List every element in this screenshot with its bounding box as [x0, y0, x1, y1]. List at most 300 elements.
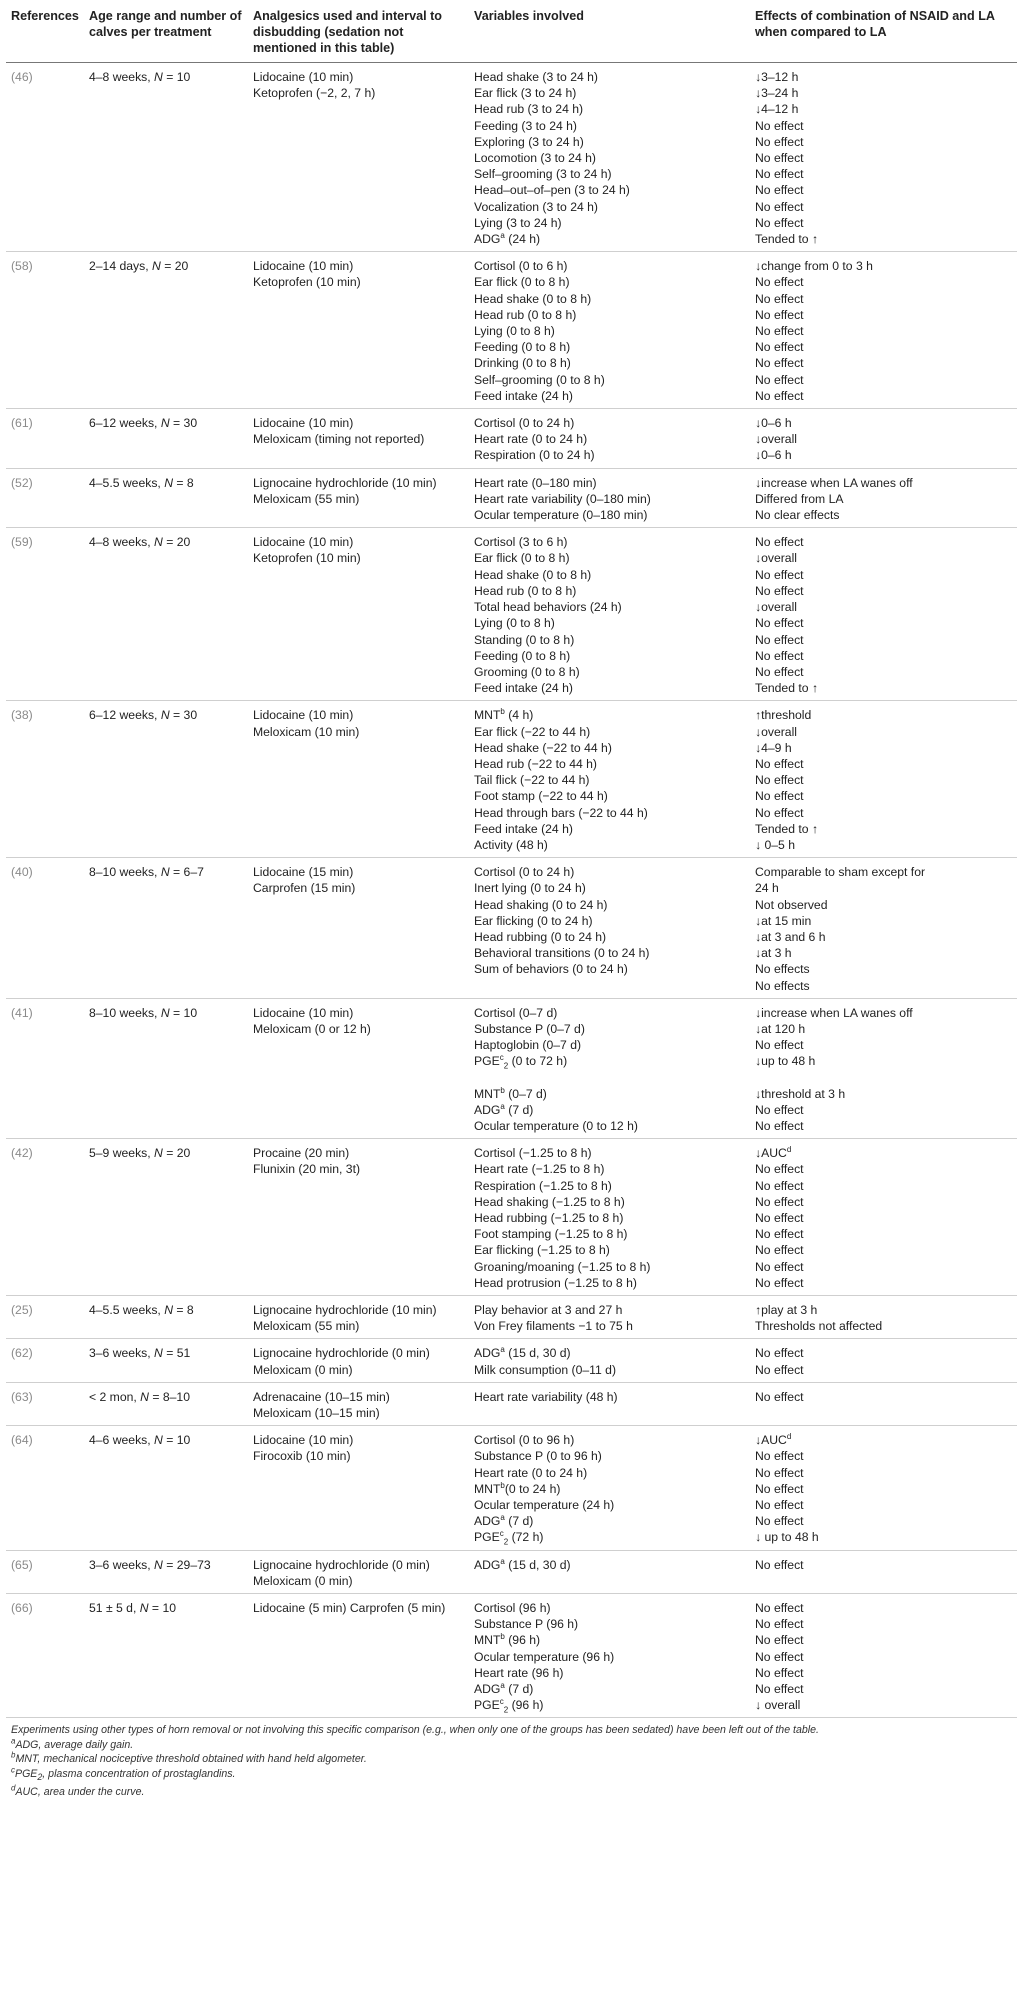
age-range-cell: 4–5.5 weeks, N = 8: [84, 468, 248, 528]
effect-item: No effect: [755, 756, 804, 771]
footnote: $^b$MNT, mechanical nociceptive threshold obtained with hand held algometer.: [11, 1750, 367, 1766]
analgesic-item: Ketoprofen (10 min): [253, 275, 361, 290]
variable-item: Heart rate variability (48 h): [474, 1389, 618, 1404]
variable-item: Von Frey filaments −1 to 75 h: [474, 1319, 633, 1334]
table-row: [6, 701, 1017, 858]
effect-item: ↑threshold: [755, 708, 812, 723]
variable-cell: [469, 1139, 750, 1296]
reference-cell[interactable]: (64): [6, 1426, 84, 1550]
variable-item: ADG$^a$ (7 d): [474, 1681, 534, 1697]
variable-item: Lying (0 to 8 h): [474, 324, 555, 339]
effect-item: No effect: [755, 1617, 804, 1632]
reference-cell[interactable]: (52): [6, 468, 84, 528]
effect-cell: [750, 468, 1017, 528]
effect-cell: [750, 1550, 1017, 1593]
variable-item: Ear flick (−22 to 44 h): [474, 724, 591, 739]
reference-cell[interactable]: (58): [6, 252, 84, 409]
variable-item: Feeding (3 to 24 h): [474, 118, 577, 133]
effect-item: ↓3–24 h: [755, 86, 799, 101]
variable-item: $PGE^c_2$ (96 h): [474, 1697, 544, 1715]
variable-item: Feed intake (24 h): [474, 821, 573, 836]
effect-item: ↓overall: [755, 600, 797, 615]
variable-item: Cortisol (0 to 24 h): [474, 416, 575, 431]
variable-cell: [469, 1550, 750, 1593]
effect-item: No effect: [755, 1665, 804, 1680]
column-header-col-references: References: [6, 4, 84, 63]
variable-item: MNT$^b$ (4 h): [474, 707, 534, 723]
effect-item: No effect: [755, 1118, 804, 1133]
analgesic-item: Firocoxib (10 min): [253, 1449, 351, 1464]
age-range-cell: 8–10 weeks, N = 10: [84, 998, 248, 1138]
analgesic-cell: [248, 63, 469, 252]
analgesic-item: Lignocaine hydrochloride (10 min): [253, 1303, 437, 1318]
effect-item: No effect: [755, 1162, 804, 1177]
table-row: [6, 528, 1017, 701]
reference-cell[interactable]: (25): [6, 1296, 84, 1339]
variable-item: Head shaking (−1.25 to 8 h): [474, 1194, 625, 1209]
effect-item: No effect: [755, 340, 804, 355]
variable-item: Respiration (−1.25 to 8 h): [474, 1178, 612, 1193]
footnote: $^cPGE_2$, plasma concentration of prostaglandins.: [11, 1765, 236, 1783]
analgesic-cell: [248, 1139, 469, 1296]
footnote: $^d$AUC, area under the curve.: [11, 1783, 145, 1798]
effect-item: No effect: [755, 1178, 804, 1193]
effect-item: No effect: [755, 307, 804, 322]
variable-item: Head through bars (−22 to 44 h): [474, 805, 648, 820]
effect-item: ↓overall: [755, 432, 797, 447]
variable-item: Cortisol (0 to 24 h): [474, 865, 575, 880]
variable-item: Cortisol (3 to 6 h): [474, 535, 568, 550]
variable-item: Substance P (0 to 96 h): [474, 1449, 602, 1464]
variable-item: $PGE^c_2$ (72 h): [474, 1529, 544, 1547]
effect-item: No effect: [755, 372, 804, 387]
analgesic-item: Carprofen (15 min): [253, 881, 356, 896]
table-row: [6, 1426, 1017, 1550]
effect-item: ↑play at 3 h: [755, 1303, 818, 1318]
age-range-cell: 4–8 weeks, N = 10: [84, 63, 248, 252]
variable-item: Play behavior at 3 and 27 h: [474, 1303, 623, 1318]
variable-item: ADG$^a$ (7 d): [474, 1513, 534, 1529]
variable-item: Ocular temperature (0–180 min): [474, 508, 648, 523]
effect-item: Differed from LA: [755, 491, 844, 506]
effect-item: No effect: [755, 1194, 804, 1209]
variable-item: Foot stamp (−22 to 44 h): [474, 789, 608, 804]
analgesic-item: Procaine (20 min): [253, 1146, 350, 1161]
variable-item: Lying (3 to 24 h): [474, 215, 562, 230]
analgesic-item: Flunixin (20 min, 3t): [253, 1162, 361, 1177]
effect-item: No effect: [755, 773, 804, 788]
effect-item: No effects: [755, 978, 810, 993]
effect-cell: [750, 252, 1017, 409]
effect-item: ↓at 15 min: [755, 913, 812, 928]
effect-item: Comparable to sham except for: [755, 865, 926, 880]
analgesic-cell: [248, 252, 469, 409]
variable-item: Head rub (0 to 8 h): [474, 583, 577, 598]
effect-item: No effect: [755, 1346, 804, 1361]
variable-item: Head rubbing (−1.25 to 8 h): [474, 1211, 624, 1225]
age-range-cell: 4–5.5 weeks, N = 8: [84, 1296, 248, 1339]
age-range-cell: 3–6 weeks, N = 51: [84, 1339, 248, 1382]
effect-item: ↓0–6 h: [755, 448, 792, 463]
variable-item: Vocalization (3 to 24 h): [474, 199, 598, 214]
analgesic-cell: [248, 1339, 469, 1382]
variable-item: Feed intake (24 h): [474, 388, 573, 403]
effect-cell: [750, 1382, 1017, 1425]
reference-cell[interactable]: (65): [6, 1550, 84, 1593]
analgesic-item: Meloxicam (timing not reported): [253, 432, 425, 447]
analgesic-item: Lidocaine (5 min) Carprofen (5 min): [253, 1601, 446, 1616]
variable-item: Heart rate (0–180 min): [474, 475, 597, 490]
effect-item: No effect: [755, 1557, 804, 1572]
variable-item: Head rubbing (0 to 24 h): [474, 929, 607, 944]
table-header: [6, 4, 1017, 63]
effect-item: [755, 1070, 1012, 1086]
analgesic-item: Meloxicam (0 or 12 h): [253, 1021, 371, 1036]
reference-cell[interactable]: (59): [6, 528, 84, 701]
reference-cell[interactable]: (41): [6, 998, 84, 1138]
table-row: [6, 1139, 1017, 1296]
reference-cell[interactable]: (42): [6, 1139, 84, 1296]
variable-item: Activity (48 h): [474, 837, 548, 852]
effect-item: No effect: [755, 1243, 804, 1258]
effect-item: No effect: [755, 648, 804, 663]
variable-item: Head rub (3 to 24 h): [474, 102, 584, 117]
variable-item: Ear flick (3 to 24 h): [474, 86, 577, 101]
variable-item: Substance P (0–7 d): [474, 1021, 585, 1036]
effect-item: No effect: [755, 1682, 804, 1697]
analgesia-table: [6, 4, 1017, 1718]
table-row: [6, 998, 1017, 1138]
variable-cell: [469, 1339, 750, 1382]
analgesic-cell: [248, 1296, 469, 1339]
effect-item: Tended to ↑: [755, 681, 819, 696]
effect-item: No effect: [755, 632, 804, 647]
effect-item: No effect: [755, 1275, 804, 1290]
variable-item: [474, 978, 745, 994]
effect-item: No effect: [755, 616, 804, 631]
analgesic-item: Lidocaine (10 min): [253, 1433, 354, 1448]
effect-cell: [750, 1339, 1017, 1382]
variable-item: Ocular temperature (0 to 12 h): [474, 1118, 638, 1133]
age-range-cell: 6–12 weeks, N = 30: [84, 701, 248, 858]
analgesic-cell: [248, 858, 469, 999]
effect-cell: [750, 409, 1017, 469]
age-range-cell: 3–6 weeks, N = 29–73: [84, 1550, 248, 1593]
variable-item: Cortisol (−1.25 to 8 h): [474, 1146, 592, 1161]
table-row: [6, 409, 1017, 469]
variable-item: Cortisol (0 to 6 h): [474, 259, 568, 274]
table-row: [6, 858, 1017, 999]
variable-item: Head rub (0 to 8 h): [474, 307, 577, 322]
variable-item: Self–grooming (0 to 8 h): [474, 372, 605, 387]
effect-item: No effect: [755, 324, 804, 339]
effect-item: No effect: [755, 1362, 804, 1377]
effect-item: No effect: [755, 535, 804, 550]
effect-item: ↓4–12 h: [755, 102, 799, 117]
variable-cell: [469, 1594, 750, 1718]
variable-item: Feeding (0 to 8 h): [474, 648, 571, 663]
effect-item: ↓at 120 h: [755, 1021, 806, 1036]
effect-item: ↓3–12 h: [755, 70, 799, 84]
age-range-cell: 6–12 weeks, N = 30: [84, 409, 248, 469]
analgesic-cell: [248, 701, 469, 858]
effect-item: ↓4–9 h: [755, 740, 792, 755]
effect-item: No effect: [755, 388, 804, 403]
analgesic-cell: [248, 1594, 469, 1718]
variable-item: Head protrusion (−1.25 to 8 h): [474, 1275, 637, 1290]
column-header-col-age-range: Age range and number of calves per treatment: [84, 4, 248, 63]
effect-item: No effect: [755, 1498, 804, 1513]
effect-item: No effect: [755, 1227, 804, 1242]
analgesic-item: Lidocaine (15 min): [253, 865, 354, 880]
analgesic-item: Ketoprofen (10 min): [253, 551, 361, 566]
effect-item: No effect: [755, 1633, 804, 1648]
variable-item: Ocular temperature (96 h): [474, 1649, 615, 1664]
variable-cell: [469, 1426, 750, 1550]
effect-item: No effect: [755, 199, 804, 214]
footnote: $^a$ADG, average daily gain.: [11, 1736, 134, 1751]
variable-item: Heart rate (0 to 24 h): [474, 432, 588, 447]
effect-item: No effects: [755, 962, 810, 977]
analgesic-item: Lignocaine hydrochloride (0 min): [253, 1557, 430, 1572]
age-range-cell: 4–6 weeks, N = 10: [84, 1426, 248, 1550]
analgesic-cell: [248, 998, 469, 1138]
effect-item: No effect: [755, 1259, 804, 1274]
variable-item: $PGE^c_2$ (0 to 72 h): [474, 1053, 568, 1071]
variable-item: Head–out–of–pen (3 to 24 h): [474, 183, 630, 198]
analgesic-item: Meloxicam (0 min): [253, 1362, 353, 1377]
table-footnotes: [6, 1718, 1017, 1799]
age-range-cell: 4–8 weeks, N = 20: [84, 528, 248, 701]
effect-item: No effect: [755, 1449, 804, 1464]
effect-item: Not observed: [755, 897, 828, 912]
analgesic-item: Lidocaine (10 min): [253, 535, 354, 550]
effect-item: Tended to ↑: [755, 821, 819, 836]
effect-item: No effect: [755, 567, 804, 582]
effect-item: No effect: [755, 356, 804, 371]
variable-item: ADG$^a$ (15 d, 30 d): [474, 1345, 571, 1361]
reference-cell[interactable]: (62): [6, 1339, 84, 1382]
effect-item: No effect: [755, 167, 804, 182]
effect-item: No effect: [755, 1601, 804, 1616]
analgesic-item: Lidocaine (10 min): [253, 259, 354, 274]
variable-item: Heart rate (0 to 24 h): [474, 1465, 588, 1480]
effect-item: ↓at 3 and 6 h: [755, 929, 826, 944]
effect-item: ↓AUC$^d$: [755, 1432, 792, 1448]
table-row: [6, 1594, 1017, 1718]
variable-cell: [469, 858, 750, 999]
effect-item: No clear effects: [755, 508, 840, 523]
effect-item: No effect: [755, 1038, 804, 1053]
variable-item: Heart rate (96 h): [474, 1665, 564, 1680]
effect-item: No effect: [755, 1514, 804, 1529]
variable-item: ADG$^a$ (24 h): [474, 230, 541, 247]
reference-cell[interactable]: (61): [6, 409, 84, 469]
variable-item: Behavioral transitions (0 to 24 h): [474, 946, 650, 961]
variable-item: Cortisol (0–7 d): [474, 1005, 558, 1020]
effect-item: No effect: [755, 1211, 804, 1225]
effect-item: No effect: [755, 183, 804, 198]
variable-item: ADG$^a$ (15 d, 30 d): [474, 1556, 571, 1572]
variable-item: Cortisol (96 h): [474, 1601, 551, 1616]
variable-item: Sum of behaviors (0 to 24 h): [474, 962, 628, 977]
effect-item: No effect: [755, 1102, 804, 1117]
variable-item: MNT$^b$ (0–7 d): [474, 1085, 547, 1101]
table-row: [6, 468, 1017, 528]
variable-item: Lying (0 to 8 h): [474, 616, 555, 631]
header-row: [6, 4, 1017, 63]
variable-item: Head shake (−22 to 44 h): [474, 740, 612, 755]
table-row: [6, 1382, 1017, 1425]
effect-item: No effect: [755, 118, 804, 133]
variable-item: Respiration (0 to 24 h): [474, 448, 595, 463]
variable-cell: [469, 701, 750, 858]
variable-cell: [469, 409, 750, 469]
reference-cell[interactable]: (66): [6, 1594, 84, 1718]
table-row: [6, 252, 1017, 409]
analgesic-item: Meloxicam (10 min): [253, 724, 360, 739]
variable-item: Head shaking (0 to 24 h): [474, 897, 608, 912]
analgesic-item: Ketoprofen (−2, 2, 7 h): [253, 86, 376, 101]
analgesic-item: Meloxicam (55 min): [253, 491, 360, 506]
reference-cell[interactable]: (46): [6, 63, 84, 252]
effect-item: ↓increase when LA wanes off: [755, 1005, 913, 1020]
variable-item: Grooming (0 to 8 h): [474, 664, 580, 679]
variable-item: Ear flick (0 to 8 h): [474, 551, 570, 566]
effect-item: ↓overall: [755, 724, 797, 739]
reference-cell[interactable]: (63): [6, 1382, 84, 1425]
analgesic-cell: [248, 1382, 469, 1425]
variable-item: [474, 1070, 745, 1086]
effect-item: ↓increase when LA wanes off: [755, 475, 913, 490]
analgesic-item: Meloxicam (10–15 min): [253, 1406, 380, 1421]
effect-item: No effect: [755, 215, 804, 230]
analgesic-item: Adrenacaine (10–15 min): [253, 1389, 390, 1404]
variable-item: Milk consumption (0–11 d): [474, 1362, 617, 1377]
analgesic-item: Lidocaine (10 min): [253, 416, 354, 431]
effect-item: ↓change from 0 to 3 h: [755, 259, 873, 274]
effect-cell: [750, 1426, 1017, 1550]
effect-cell: [750, 1296, 1017, 1339]
analgesic-item: Lignocaine hydrochloride (0 min): [253, 1346, 430, 1361]
table-note: Experiments using other types of horn removal or not involving this specific comparison (e.g., when only one of the groups has been sedated) have been left out of the table.: [11, 1724, 819, 1737]
age-range-cell: < 2 mon, N = 8–10: [84, 1382, 248, 1425]
effect-cell: [750, 63, 1017, 252]
effect-item: No effect: [755, 805, 804, 820]
variable-item: Cortisol (0 to 96 h): [474, 1433, 575, 1448]
effect-item: ↓ 0–5 h: [755, 837, 795, 852]
variable-item: Head shake (3 to 24 h): [474, 70, 598, 84]
variable-item: Self–grooming (3 to 24 h): [474, 167, 612, 182]
variable-item: Heart rate (−1.25 to 8 h): [474, 1162, 605, 1177]
effect-item: ↓AUC$^d$: [755, 1145, 792, 1161]
table-body: [6, 63, 1017, 1718]
analgesic-item: Lignocaine hydrochloride (10 min): [253, 475, 437, 490]
reference-cell[interactable]: (40): [6, 858, 84, 999]
age-range-cell: 5–9 weeks, N = 20: [84, 1139, 248, 1296]
variable-item: Foot stamping (−1.25 to 8 h): [474, 1227, 628, 1242]
effect-item: No effect: [755, 1389, 804, 1404]
effect-item: ↓ overall: [755, 1698, 801, 1713]
analgesic-item: Lidocaine (10 min): [253, 1005, 354, 1020]
analgesic-cell: [248, 1550, 469, 1593]
variable-item: MNT$^b$(0 to 24 h): [474, 1480, 561, 1496]
variable-item: Total head behaviors (24 h): [474, 600, 622, 615]
variable-item: Feed intake (24 h): [474, 681, 573, 696]
variable-item: Locomotion (3 to 24 h): [474, 151, 596, 166]
analgesic-cell: [248, 409, 469, 469]
effect-item: ↓at 3 h: [755, 946, 792, 961]
variable-cell: [469, 1382, 750, 1425]
variable-item: Inert lying (0 to 24 h): [474, 881, 586, 896]
variable-item: Exploring (3 to 24 h): [474, 134, 584, 149]
variable-cell: [469, 252, 750, 409]
variable-item: Ocular temperature (24 h): [474, 1498, 615, 1513]
effect-item: No effect: [755, 1481, 804, 1496]
variable-cell: [469, 63, 750, 252]
variable-item: Ear flicking (−1.25 to 8 h): [474, 1243, 610, 1258]
variable-item: Haptoglobin (0–7 d): [474, 1038, 582, 1053]
analgesic-item: Lidocaine (10 min): [253, 70, 354, 84]
effect-item: No effect: [755, 151, 804, 166]
variable-item: Ear flick (0 to 8 h): [474, 275, 570, 290]
analgesic-item: Meloxicam (0 min): [253, 1573, 353, 1588]
table-row: [6, 1550, 1017, 1593]
analgesic-item: Meloxicam (55 min): [253, 1319, 360, 1334]
variable-item: Drinking (0 to 8 h): [474, 356, 571, 371]
column-header-col-analgesics: Analgesics used and interval to disbudding (sedation not mentioned in this table): [248, 4, 469, 63]
variable-cell: [469, 528, 750, 701]
effect-item: No effect: [755, 583, 804, 598]
reference-cell[interactable]: (38): [6, 701, 84, 858]
variable-cell: [469, 998, 750, 1138]
variable-item: Groaning/moaning (−1.25 to 8 h): [474, 1259, 651, 1274]
effect-cell: [750, 1594, 1017, 1718]
effect-cell: [750, 998, 1017, 1138]
effect-cell: [750, 858, 1017, 999]
age-range-cell: 8–10 weeks, N = 6–7: [84, 858, 248, 999]
effect-item: No effect: [755, 275, 804, 290]
variable-item: Head rub (−22 to 44 h): [474, 756, 597, 771]
effect-cell: [750, 701, 1017, 858]
column-header-col-effects: Effects of combination of NSAID and LA when compared to LA: [750, 4, 1017, 63]
table-row: [6, 1339, 1017, 1382]
variable-item: Feeding (0 to 8 h): [474, 340, 571, 355]
variable-cell: [469, 1296, 750, 1339]
age-range-cell: 2–14 days, N = 20: [84, 252, 248, 409]
effect-item: No effect: [755, 1465, 804, 1480]
effect-item: No effect: [755, 134, 804, 149]
effect-item: ↓up to 48 h: [755, 1054, 816, 1069]
variable-cell: [469, 468, 750, 528]
analgesic-cell: [248, 1426, 469, 1550]
analgesic-item: Lidocaine (10 min): [253, 708, 354, 723]
variable-item: Head shake (0 to 8 h): [474, 567, 592, 582]
effect-item: Thresholds not affected: [755, 1319, 883, 1334]
effect-item: ↓overall: [755, 551, 797, 566]
variable-item: Tail flick (−22 to 44 h): [474, 773, 590, 788]
effect-item: No effect: [755, 664, 804, 679]
variable-item: Ear flicking (0 to 24 h): [474, 913, 593, 928]
effect-item: No effect: [755, 291, 804, 306]
effect-item: ↓0–6 h: [755, 416, 792, 431]
analgesic-cell: [248, 468, 469, 528]
variable-item: Head shake (0 to 8 h): [474, 291, 592, 306]
effect-item: 24 h: [755, 881, 779, 896]
effect-item: ↓threshold at 3 h: [755, 1086, 846, 1101]
table-row: [6, 1296, 1017, 1339]
effect-item: Tended to ↑: [755, 232, 819, 247]
